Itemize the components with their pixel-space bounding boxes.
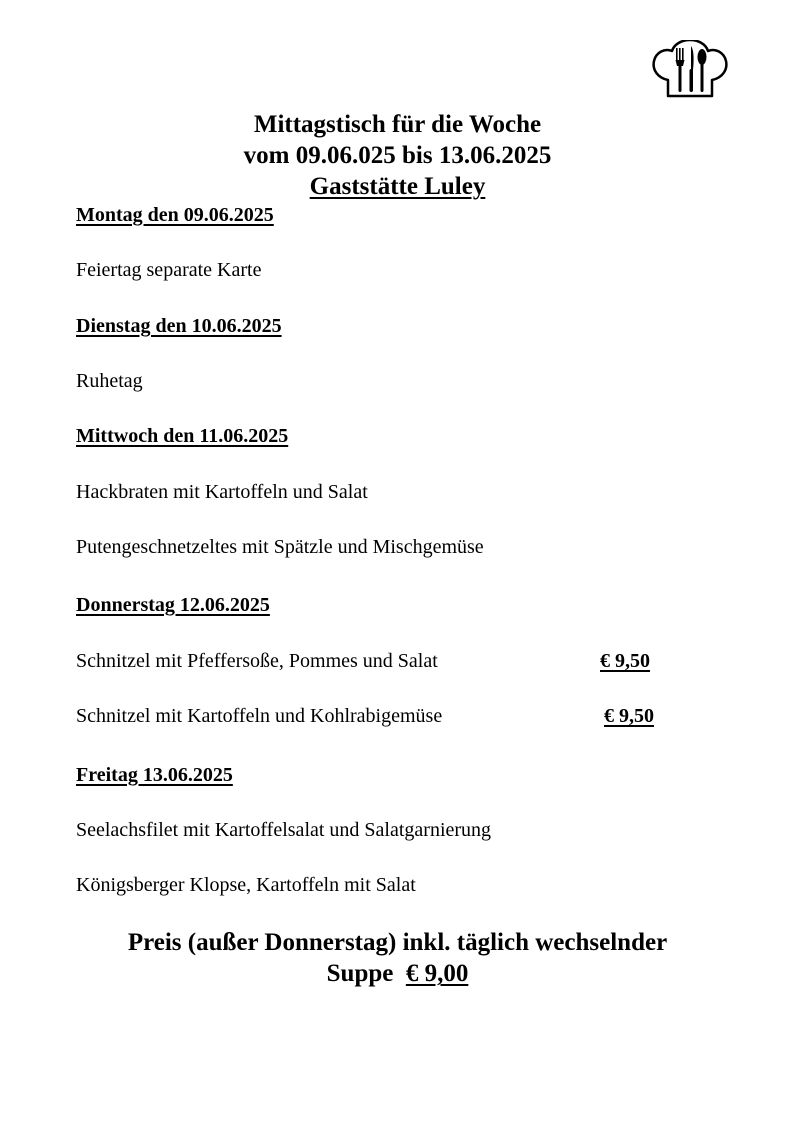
day-heading-tuesday: Dienstag den 10.06.2025	[76, 315, 282, 337]
price-note-line-1: Preis (außer Donnerstag) inkl. täglich wechselnder	[127, 929, 668, 956]
day-heading-monday: Montag den 09.06.2025	[76, 204, 274, 226]
dish-thursday-1: Schnitzel mit Pfeffersoße, Pommes und Salat	[76, 650, 438, 672]
dish-wednesday-2: Putengeschnetzeltes mit Spätzle und Mischgemüse	[76, 536, 484, 558]
title-line-1: Mittagstisch für die Woche	[253, 111, 542, 138]
dish-thursday-2: Schnitzel mit Kartoffeln und Kohlrabigemüse	[76, 705, 443, 727]
day-heading-wednesday: Mittwoch den 11.06.2025	[76, 425, 289, 447]
dish-tuesday-1: Ruhetag	[76, 370, 143, 392]
price-note	[0, 927, 795, 989]
dish-monday-1: Feiertag separate Karte	[76, 259, 262, 281]
price-thursday-2: € 9,50	[604, 705, 654, 727]
day-heading-thursday: Donnerstag 12.06.2025	[76, 594, 270, 616]
restaurant-name: Gaststätte Luley	[309, 173, 486, 200]
price-thursday-1: € 9,50	[600, 650, 650, 672]
day-heading-friday: Freitag 13.06.2025	[76, 764, 233, 786]
page-title	[0, 109, 795, 202]
price-note-soup-label: Suppe	[326, 960, 406, 987]
chef-hat-cutlery-icon	[650, 40, 730, 100]
title-line-2: vom 09.06.025 bis 13.06.2025	[243, 142, 552, 169]
price-note-price: € 9,00	[405, 960, 469, 987]
dish-wednesday-1: Hackbraten mit Kartoffeln und Salat	[76, 481, 368, 503]
dish-friday-1: Seelachsfilet mit Kartoffelsalat und Salatgarnierung	[76, 819, 492, 841]
dish-friday-2: Königsberger Klopse, Kartoffeln mit Salat	[76, 874, 416, 896]
